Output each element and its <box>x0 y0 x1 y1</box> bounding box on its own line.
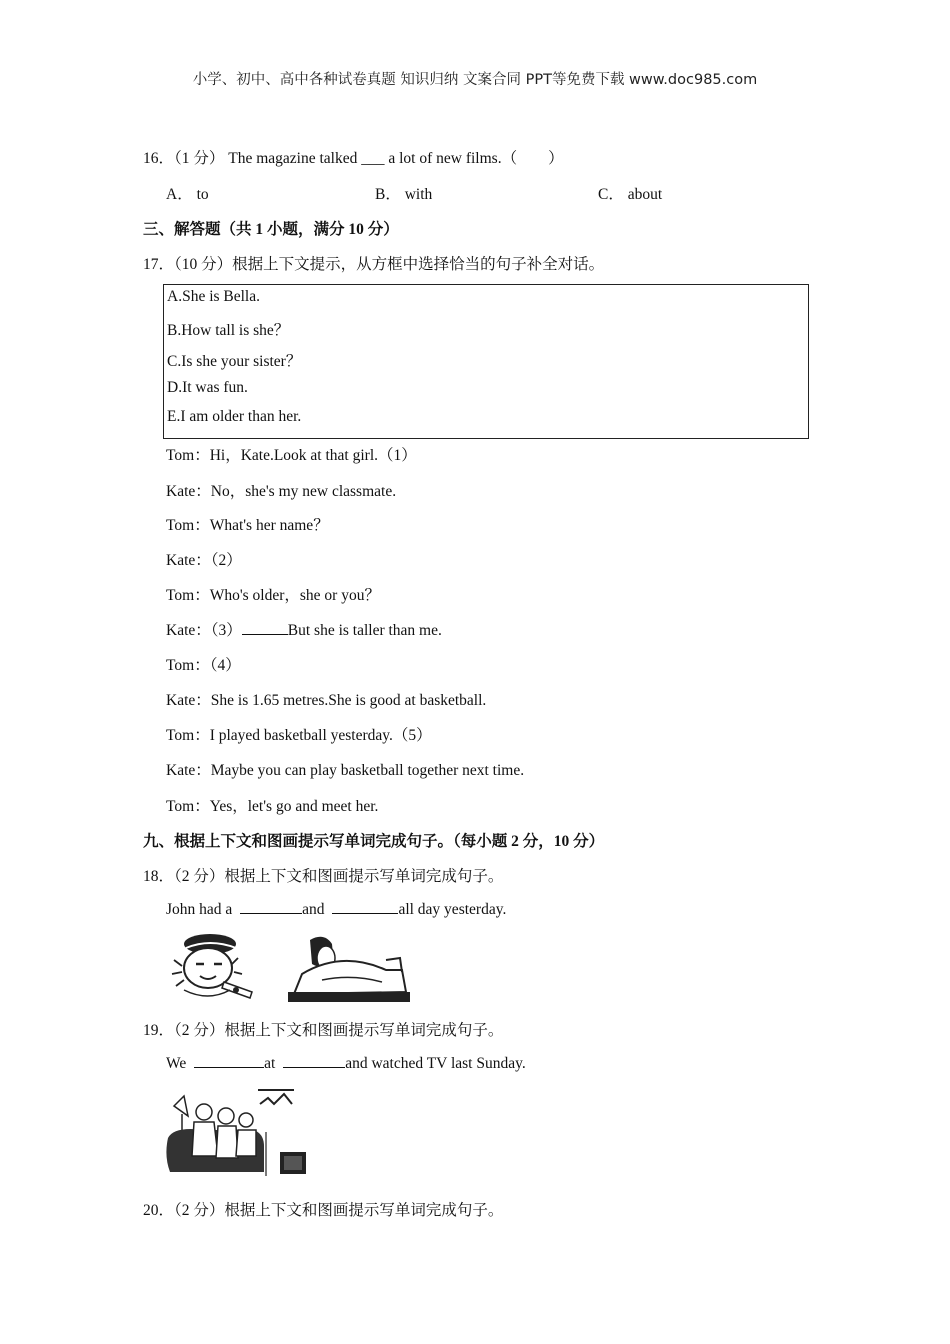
dialogue-line-9: Tom：I played basketball yesterday.（5） <box>166 727 432 744</box>
question-18-stem: 18．（2 分）根据上下文和图画提示写单词完成句子。 <box>143 868 504 885</box>
dialogue-line-4: Kate：（2） <box>166 552 242 569</box>
q16-option-a: A． to <box>166 186 209 203</box>
section-3-title: 三、解答题（共 1 小题，满分 10 分） <box>143 221 399 238</box>
answer-blank[interactable] <box>283 1053 345 1068</box>
dialogue-line-6-start: Kate：（3） <box>166 622 242 639</box>
answer-blank[interactable] <box>242 620 288 635</box>
question-16: 16．（1 分） The magazine talked ___ a lot of new films.（ ） <box>143 150 564 167</box>
dialogue-line-8: Kate：She is 1.65 metres.She is good at basketball. <box>166 692 487 709</box>
section-9-title: 九、根据上下文和图画提示写单词完成句子。（每小题 2 分，10 分） <box>143 833 605 850</box>
q16-option-c: C． about <box>598 186 663 203</box>
q19-text-2: at <box>264 1055 276 1072</box>
q18-text-2: and <box>302 901 325 918</box>
choices-box <box>163 284 809 439</box>
choice-b: B.How tall is she？ <box>167 322 290 339</box>
sleeping-in-bed-picture <box>282 930 412 1004</box>
dialogue-line-2: Kate：No，she's my new classmate. <box>166 483 397 500</box>
choice-a: A.She is Bella. <box>167 288 260 305</box>
family-watching-tv-picture <box>164 1086 308 1182</box>
question-18-sentence <box>166 899 506 919</box>
dialogue-line-11: Tom：Yes，let's go and meet her. <box>166 798 379 815</box>
dialogue-line-7: Tom：（4） <box>166 657 241 674</box>
page-header: 小学、初中、高中各种试卷真题 知识归纳 文案合同 PPT等免费下载 www.doc985.com <box>192 72 758 88</box>
dialogue-line-1: Tom：Hi，Kate.Look at that girl.（1） <box>166 447 417 464</box>
choice-e: E.I am older than her. <box>167 408 302 425</box>
choice-d: D.It was fun. <box>167 379 248 396</box>
question-20-stem: 20．（2 分）根据上下文和图画提示写单词完成句子。 <box>143 1202 504 1219</box>
answer-blank[interactable] <box>240 899 302 914</box>
q18-text-1: John had a <box>166 901 233 918</box>
q16-option-b: B． with <box>375 186 433 203</box>
question-19-sentence <box>166 1053 526 1073</box>
sick-boy-picture <box>164 930 260 1004</box>
q18-text-3: all day yesterday. <box>398 901 507 918</box>
dialogue-line-10: Kate：Maybe you can play basketball together next time. <box>166 762 525 779</box>
choice-c: C.Is she your sister？ <box>167 353 302 370</box>
answer-blank[interactable] <box>332 899 398 914</box>
q19-text-3: and watched TV last Sunday. <box>345 1055 526 1072</box>
answer-blank[interactable] <box>194 1053 264 1068</box>
question-19-stem: 19．（2 分）根据上下文和图画提示写单词完成句子。 <box>143 1022 504 1039</box>
q19-text-1: We <box>166 1055 187 1072</box>
question-17-stem: 17．（10 分）根据上下文提示，从方框中选择恰当的句子补全对话。 <box>143 256 605 273</box>
dialogue-line-6-end: But she is taller than me. <box>287 622 442 639</box>
dialogue-line-3: Tom：What's her name？ <box>166 517 329 534</box>
dialogue-line-6 <box>166 618 442 640</box>
dialogue-line-5: Tom：Who's older，she or you？ <box>166 587 380 604</box>
